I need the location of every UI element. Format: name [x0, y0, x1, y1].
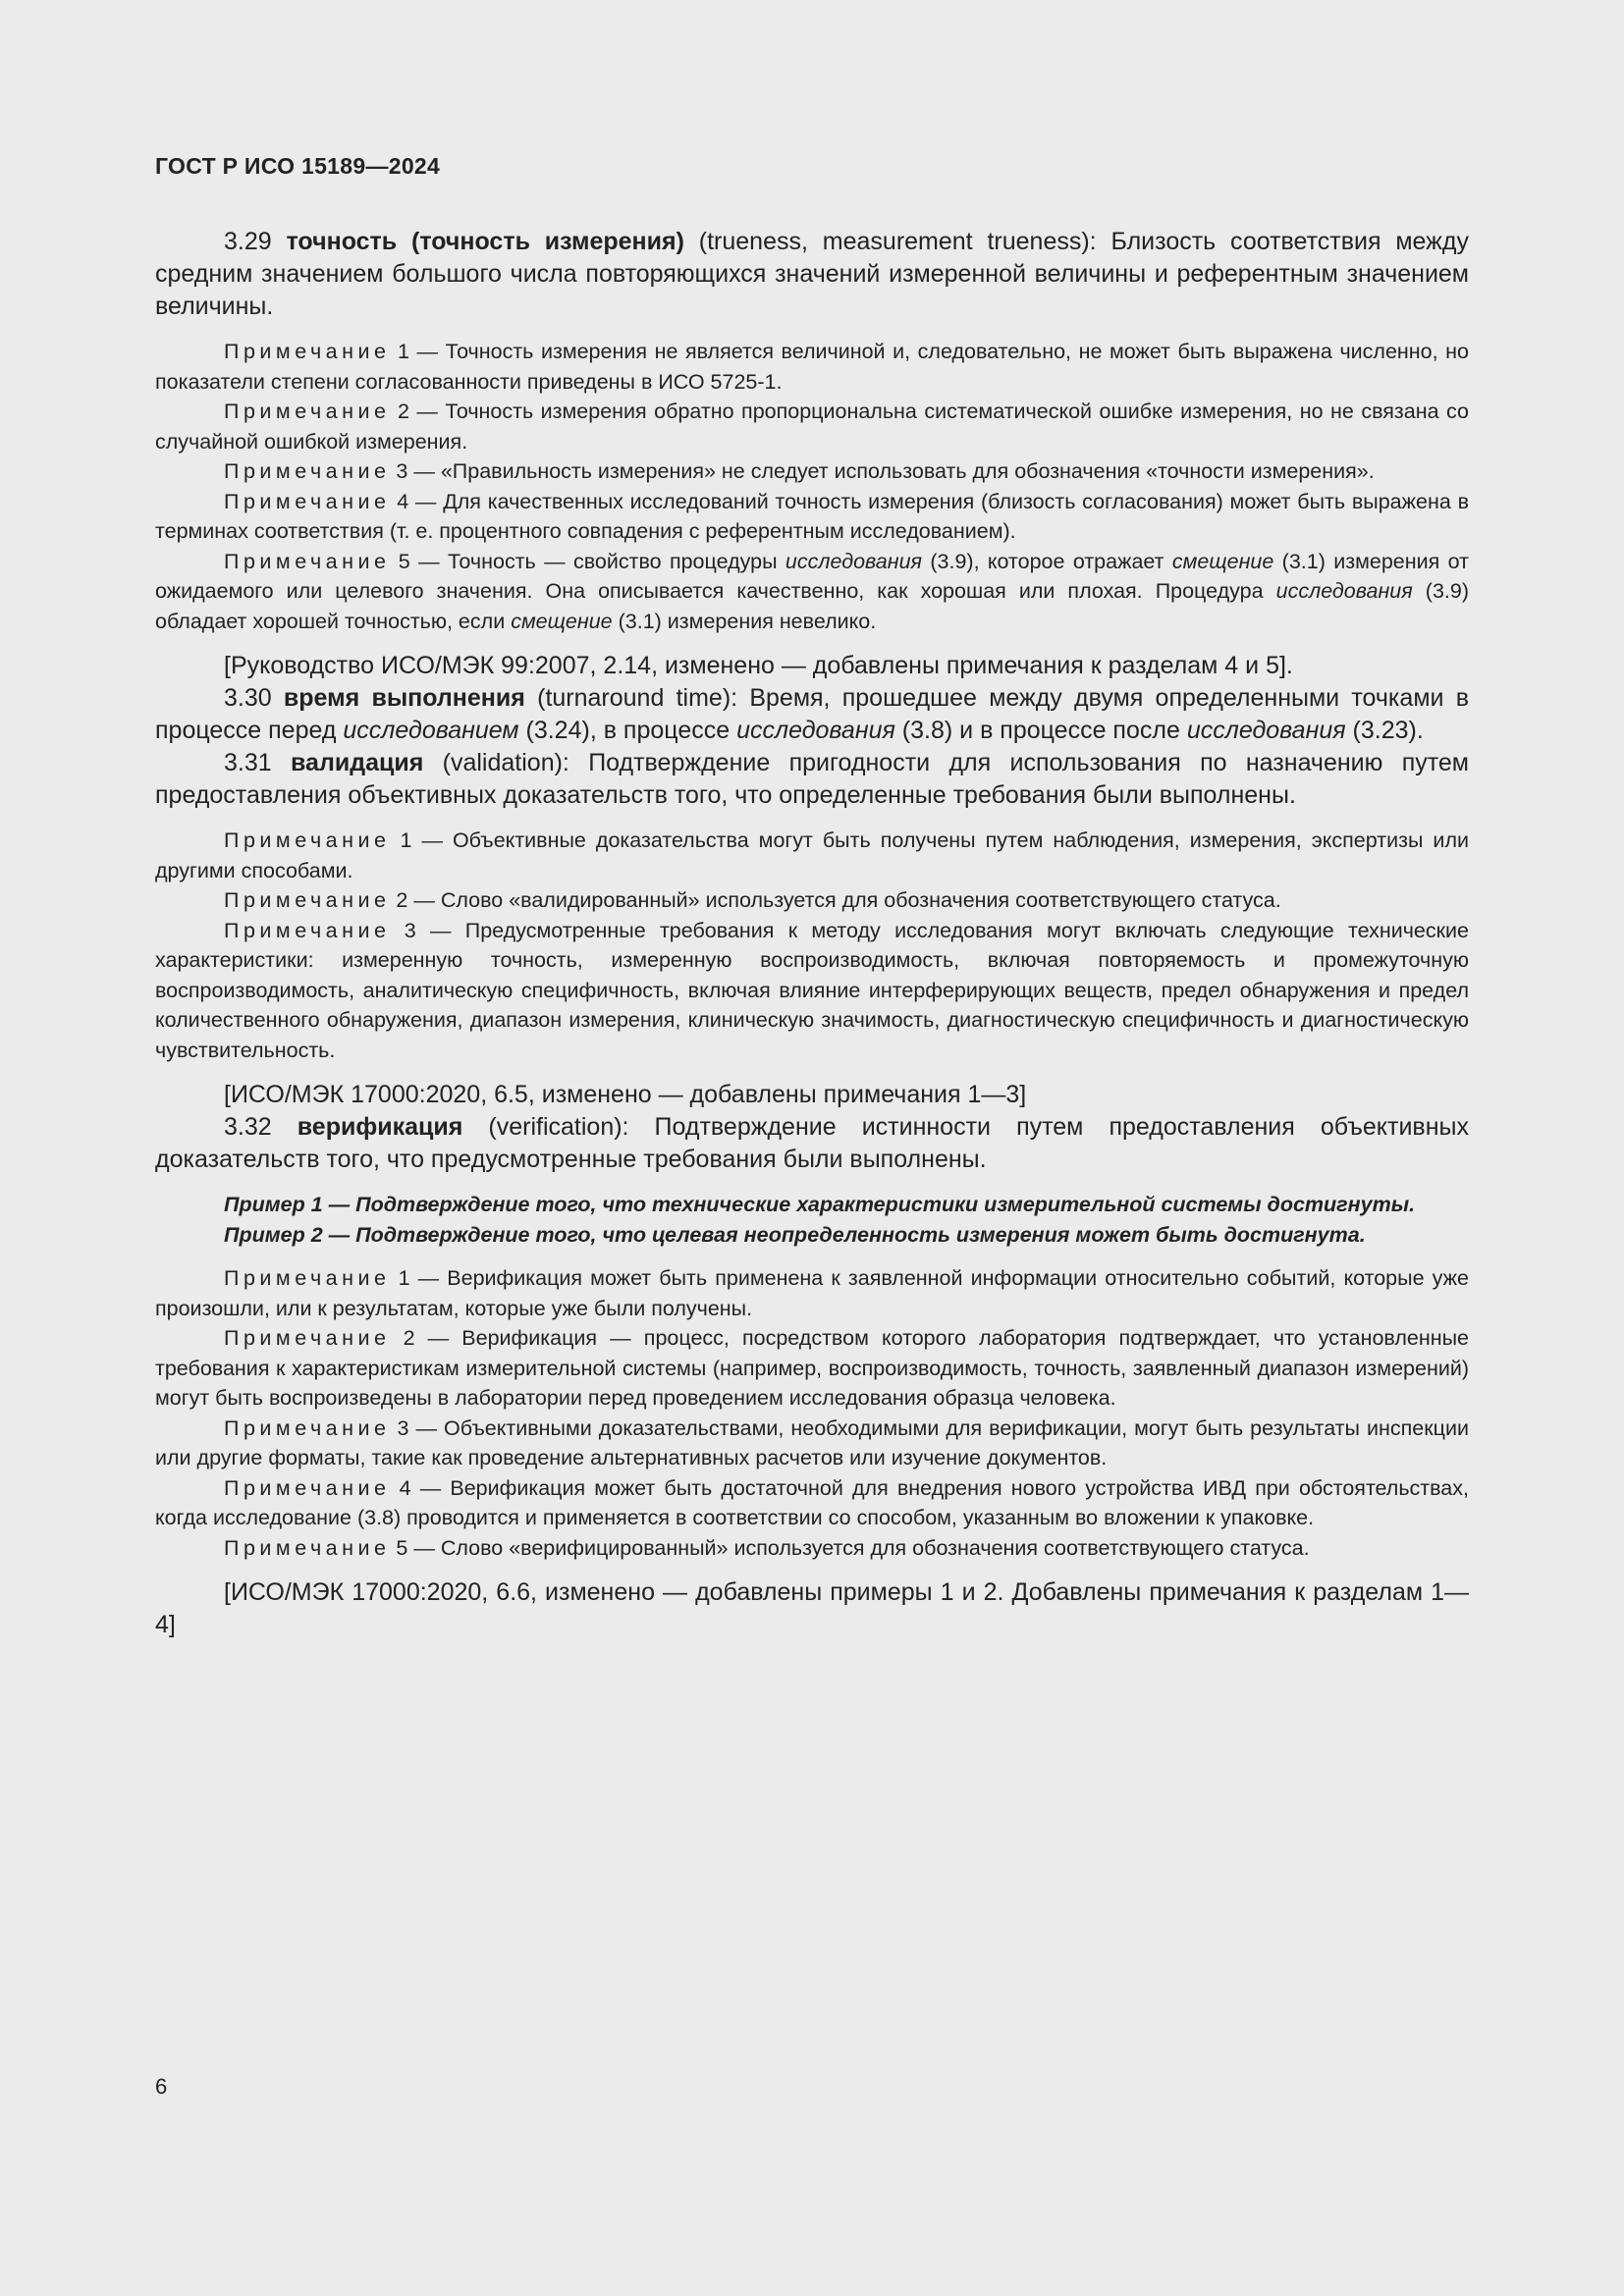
term-number: 3.32 — [224, 1113, 272, 1141]
note-3-29-3 — [155, 456, 1469, 487]
term-title: верификация — [297, 1113, 463, 1141]
note-3-32-4 — [155, 1473, 1469, 1533]
term-number: 3.29 — [224, 228, 272, 255]
term-number: 3.31 — [224, 749, 272, 776]
note-text: (3.1) измерения невелико. — [612, 609, 877, 633]
term-title: точность (точность измерения) — [286, 228, 684, 255]
source-reference-3-29: [Руководство ИСО/МЭК 99:2007, 2.14, изменено — добавлены примечания к разделам 4 и 5]. — [224, 652, 1293, 679]
term-reference: исследованием — [343, 717, 519, 744]
note-label: Примечание — [224, 828, 391, 852]
note-label: Примечание — [224, 549, 391, 573]
term-reference: исследования — [785, 549, 923, 573]
note-text: 1 — Точность измерения не является величиной и, следовательно, не может быть выражена численно, но показатели степени согласованности приведены в ИСО 5725-1. — [155, 340, 1469, 394]
term-definition: (3.24), в процессе — [518, 717, 737, 744]
page-number: 6 — [155, 2074, 168, 2099]
note-3-31-2 — [155, 885, 1469, 916]
term-definition: (validation): Подтверждение пригодности для использования по назначению путем предоставления объективных доказательств того, что определенные требования были выполнены. — [155, 749, 1469, 809]
term-reference: исследования — [1186, 717, 1346, 744]
note-text: 1 — Верификация может быть применена к заявленной информации относительно событий, которые уже произошли, или к результатам, которые уже были получены. — [155, 1266, 1469, 1320]
note-text: 5 — Точность — свойство процедуры — [390, 549, 785, 573]
term-3-31 — [155, 747, 1469, 812]
note-3-32-5 — [155, 1533, 1469, 1564]
note-text: 1 — Объективные доказательства могут быть получены путем наблюдения, измерения, экспертизы или другими способами. — [155, 828, 1469, 882]
note-label: Примечание — [224, 1415, 391, 1440]
note-3-31-3 — [155, 916, 1469, 1066]
note-label: Примечание — [224, 1326, 391, 1350]
note-3-31-1 — [155, 826, 1469, 885]
note-text: 3 — Объективными доказательствами, необходимыми для верификации, могут быть результаты инспекции или другие форматы, такие как проведение альтернативных расчетов или изучение документов. — [155, 1415, 1469, 1469]
note-3-29-1 — [155, 337, 1469, 397]
note-text: 2 — Слово «валидированный» используется для обозначения соответствующего статуса. — [390, 888, 1281, 912]
term-3-30 — [155, 682, 1469, 747]
term-definition: (verification): Подтверждение истинности путем предоставления объективных доказательств того, что предусмотренные требования были выполнены. — [155, 1113, 1469, 1173]
example-1: Пример 1 — Подтверждение того, что технические характеристики измерительной системы достигнуты. — [224, 1193, 1416, 1216]
note-text: 4 — Верификация может быть достаточной для внедрения нового устройства ИВД при обстоятельствах, когда исследование (3.8) проводится и применяется в соответствии со способом, указанным во вложении к упаковке. — [155, 1475, 1469, 1529]
note-3-29-2 — [155, 397, 1469, 456]
note-text: 3 — Предусмотренные требования к методу исследования могут включать следующие технические характеристики: измеренную точность, измеренную воспроизводимость, включая повторяемость и промежуточную воспроизводимость, аналитическую специфичность, включая влияние интерферирующих веществ, предел обнаружения и предел количественного обнаружения, диапазон измерения, клиническую значимость, диагностическую специфичность и диагностическую чувствительность. — [155, 918, 1469, 1062]
note-text: (3.9) обладает хорошей точностью, если — [155, 579, 1469, 633]
note-text: 3 — «Правильность измерения» не следует использовать для обозначения «точности измерения». — [390, 459, 1375, 483]
note-label: Примечание — [224, 918, 391, 942]
term-title: валидация — [291, 749, 424, 776]
term-3-32 — [155, 1111, 1469, 1176]
term-title: время выполнения — [283, 684, 525, 712]
term-reference: исследования — [736, 717, 895, 744]
term-definition: (turnaround time): Время, прошедшее между двумя определенными точками в процессе перед — [155, 684, 1469, 744]
document-body — [155, 226, 1469, 1641]
note-3-29-5 — [155, 547, 1469, 637]
term-definition: (trueness, measurement trueness): Близость соответствия между средним значением большого числа повторяющихся значений измеренной величины и референтным значением величины. — [155, 228, 1469, 320]
note-3-32-2 — [155, 1323, 1469, 1414]
document-header: ГОСТ Р ИСО 15189—2024 — [155, 153, 441, 179]
note-label: Примечание — [224, 888, 391, 912]
term-reference: смещение — [511, 609, 613, 633]
term-3-29 — [155, 226, 1469, 323]
source-reference-3-32: [ИСО/МЭК 17000:2020, 6.6, изменено — добавлены примеры 1 и 2. Добавлены примечания к разделам 1—4] — [155, 1578, 1469, 1638]
term-reference: смещение — [1171, 549, 1274, 573]
note-3-32-3 — [155, 1414, 1469, 1473]
note-text: (3.9), которое отражает — [922, 549, 1172, 573]
note-text: 2 — Верификация — процесс, посредством которого лаборатория подтверждает, что установленные требования к характеристикам измерительной системы (например, воспроизводимость, точность, заявленный диапазон измерений) могут быть воспроизведены в лаборатории перед проведением исследования образца человека. — [155, 1326, 1469, 1410]
source-reference-3-31: [ИСО/МЭК 17000:2020, 6.5, изменено — добавлены примечания 1—3] — [224, 1081, 1027, 1108]
term-definition: (3.23). — [1345, 717, 1424, 744]
note-label: Примечание — [224, 400, 391, 423]
note-text: 5 — Слово «верифицированный» используется для обозначения соответствующего статуса. — [390, 1535, 1310, 1560]
note-text: (3.1) измерения от ожидаемого или целевого значения. Она описывается качественно, как хорошая или плохая. Процедура — [155, 549, 1469, 603]
note-label: Примечание — [224, 1535, 391, 1560]
note-text: 2 — Точность измерения обратно пропорциональна систематической ошибке измерения, но не связана со случайной ошибкой измерения. — [155, 400, 1469, 454]
note-3-32-1 — [155, 1263, 1469, 1323]
note-label: Примечание — [224, 340, 391, 363]
note-label: Примечание — [224, 1475, 391, 1500]
example-2: Пример 2 — Подтверждение того, что целевая неопределенность измерения может быть достигнута. — [224, 1222, 1366, 1247]
note-label: Примечание — [224, 489, 391, 513]
term-definition: (3.8) и в процессе после — [894, 717, 1187, 744]
note-text: 4 — Для качественных исследований точность измерения (близость согласования) может быть выражена в терминах соответствия (т. е. процентного совпадения с референтным исследованием). — [155, 489, 1469, 543]
note-label: Примечание — [224, 459, 391, 483]
note-3-29-4 — [155, 487, 1469, 547]
term-number: 3.30 — [224, 684, 272, 712]
term-reference: исследования — [1275, 579, 1413, 603]
note-label: Примечание — [224, 1266, 391, 1290]
